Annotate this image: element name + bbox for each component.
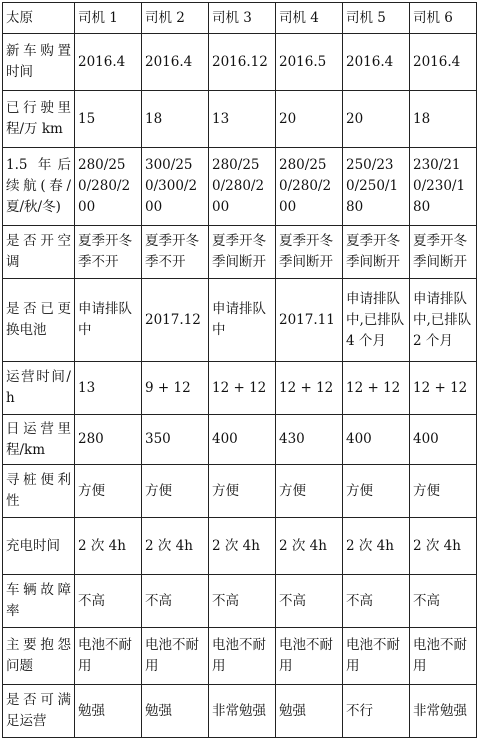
table-cell: 280/250/280/200 [276,148,343,226]
table-cell: 非常勉强 [410,685,477,738]
header-cell: 司机 2 [142,3,209,34]
table-cell: 300/250/300/200 [142,148,209,226]
table-cell: 12 + 12 [343,362,410,415]
table-cell: 方便 [75,465,142,518]
table-cell: 2016.5 [276,34,343,91]
table-header-row [3,3,477,34]
table-cell: 方便 [142,465,209,518]
row-label-cell: 主要抱怨问题 [3,628,75,685]
row-label-cell: 充电时间 [3,518,75,575]
table-cell: 非常勉强 [209,685,276,738]
table-cell: 280 [75,415,142,465]
table-cell: 2017.12 [142,279,209,362]
driver-survey-table [2,2,477,738]
table-row [3,226,477,279]
row-label-cell: 车辆故障率 [3,575,75,628]
table-cell: 勉强 [142,685,209,738]
table-cell: 18 [410,91,477,148]
table-cell: 230/210/230/180 [410,148,477,226]
table-row [3,415,477,465]
table-cell: 2017.11 [276,279,343,362]
table-row [3,279,477,362]
table-cell: 不高 [142,575,209,628]
header-cell: 司机 1 [75,3,142,34]
table-row [3,685,477,738]
table-cell: 20 [276,91,343,148]
row-label-cell: 1.5 年后续航(春/夏/秋/冬) [3,148,75,226]
table-cell: 夏季开冬季间断开 [343,226,410,279]
table-cell: 电池不耐用 [75,628,142,685]
table-cell: 方便 [343,465,410,518]
table-cell: 不高 [343,575,410,628]
table-cell: 夏季开冬季不开 [75,226,142,279]
table-cell: 2 次 4h [343,518,410,575]
table-cell: 方便 [410,465,477,518]
table-cell: 不行 [343,685,410,738]
table-cell: 夏季开冬季不开 [142,226,209,279]
table-cell: 夏季开冬季间断开 [276,226,343,279]
table-cell: 2 次 4h [142,518,209,575]
table-cell: 申请排队中,已排队 4 个月 [343,279,410,362]
table-cell: 400 [209,415,276,465]
table-cell: 430 [276,415,343,465]
table-cell: 勉强 [276,685,343,738]
table-cell: 方便 [209,465,276,518]
row-label-cell: 是否开空调 [3,226,75,279]
table-row [3,575,477,628]
row-label-cell: 是否可满足运营 [3,685,75,738]
table-cell: 13 [75,362,142,415]
table-cell: 15 [75,91,142,148]
table-cell: 电池不耐用 [276,628,343,685]
table-row [3,148,477,226]
table-cell: 2 次 4h [75,518,142,575]
table-cell: 12 + 12 [410,362,477,415]
table-row [3,362,477,415]
table-cell: 电池不耐用 [142,628,209,685]
table-cell: 18 [142,91,209,148]
table-cell: 20 [343,91,410,148]
table-cell: 申请排队中 [209,279,276,362]
row-label-cell: 新车购置时间 [3,34,75,91]
table-cell: 不高 [75,575,142,628]
table-cell: 2016.4 [410,34,477,91]
table-cell: 2016.12 [209,34,276,91]
table-row [3,465,477,518]
row-label-cell: 寻桩便利性 [3,465,75,518]
table-cell: 电池不耐用 [410,628,477,685]
table-cell: 不高 [209,575,276,628]
header-cell: 司机 5 [343,3,410,34]
table-cell: 2016.4 [142,34,209,91]
table-cell: 夏季开冬季间断开 [410,226,477,279]
table-cell: 不高 [410,575,477,628]
table-cell: 方便 [276,465,343,518]
table-cell: 2016.4 [343,34,410,91]
table-cell: 申请排队中,已排队 2 个月 [410,279,477,362]
table-cell: 280/250/280/200 [75,148,142,226]
table-cell: 不高 [276,575,343,628]
table-cell: 280/250/280/200 [209,148,276,226]
table-cell: 勉强 [75,685,142,738]
row-label-cell: 已行驶里程/万 km [3,91,75,148]
table-cell: 夏季开冬季间断开 [209,226,276,279]
table-cell: 2 次 4h [410,518,477,575]
header-cell: 司机 4 [276,3,343,34]
row-label-cell: 是否已更换电池 [3,279,75,362]
table-cell: 2 次 4h [209,518,276,575]
table-cell: 12 + 12 [276,362,343,415]
table-row [3,91,477,148]
table-cell: 250/230/250/180 [343,148,410,226]
table-cell: 350 [142,415,209,465]
table-cell: 400 [343,415,410,465]
table-row [3,34,477,91]
header-cell: 司机 6 [410,3,477,34]
table-row [3,518,477,575]
table-cell: 13 [209,91,276,148]
table-cell: 12 + 12 [209,362,276,415]
row-label-cell: 运营时间/h [3,362,75,415]
header-cell: 太原 [3,3,75,34]
header-cell: 司机 3 [209,3,276,34]
table-cell: 400 [410,415,477,465]
table-cell: 9 + 12 [142,362,209,415]
table-cell: 电池不耐用 [209,628,276,685]
table-cell: 2016.4 [75,34,142,91]
row-label-cell: 日运营里程/km [3,415,75,465]
table-cell: 2 次 4h [276,518,343,575]
table-cell: 申请排队中 [75,279,142,362]
table-cell: 电池不耐用 [343,628,410,685]
table-row [3,628,477,685]
